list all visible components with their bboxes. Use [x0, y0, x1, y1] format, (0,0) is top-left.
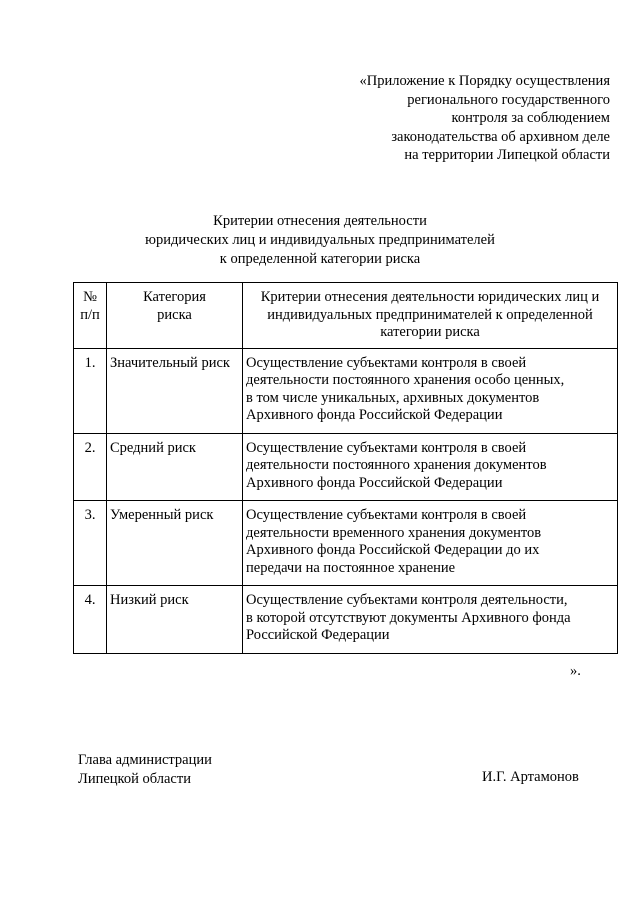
table-row: [74, 348, 618, 433]
table-row: [74, 501, 618, 586]
criteria-line: деятельности постоянного хранения особо ценных,: [246, 372, 565, 388]
criteria-line: Архивного фонда Российской Федерации до их: [246, 542, 540, 558]
row-criteria: [243, 586, 618, 654]
row-criteria: [243, 348, 618, 433]
row-number: 3.: [74, 501, 107, 586]
row-criteria: [243, 501, 618, 586]
row-category: Средний риск: [107, 433, 243, 501]
appendix-line: законодательства об архивном деле: [391, 128, 610, 145]
criteria-line: деятельности постоянного хранения документов: [246, 457, 547, 473]
criteria-line: в которой отсутствуют документы Архивного фонда: [246, 609, 571, 626]
appendix-line: регионального государственного: [407, 91, 610, 108]
header-criteria-line: категории риска: [380, 324, 480, 340]
document-title: [0, 212, 640, 269]
header-num-line: п/п: [80, 306, 100, 323]
signature-name: И.Г. Артамонов: [482, 769, 579, 785]
header-category-line: Категория: [143, 289, 206, 305]
appendix-line: «Приложение к Порядку осуществления: [359, 73, 610, 89]
header-category: [107, 283, 243, 349]
signature-role: [78, 751, 212, 788]
header-num: [74, 283, 107, 349]
appendix-note: [360, 72, 610, 165]
table-row: [74, 586, 618, 654]
header-criteria-line: Критерии отнесения деятельности юридических лиц и: [260, 289, 600, 305]
criteria-line: в том числе уникальных, архивных документов: [246, 389, 540, 406]
header-category-line: риска: [157, 306, 192, 323]
row-number: 2.: [74, 433, 107, 501]
title-line: к определенной категории риска: [219, 251, 421, 267]
criteria-line: Осуществление субъектами контроля деятельности,: [246, 592, 568, 608]
title-line: юридических лиц и индивидуальных предпринимателей: [145, 232, 495, 248]
risk-criteria-table: [73, 282, 618, 654]
criteria-line: Российской Федерации: [246, 627, 390, 643]
table-header-row: [74, 283, 618, 349]
criteria-line: Осуществление субъектами контроля в своей: [246, 507, 527, 523]
row-category: Значительный риск: [107, 348, 243, 433]
header-criteria-line: индивидуальных предпринимателей к определенной: [267, 306, 593, 323]
criteria-line: деятельности временного хранения документов: [246, 524, 542, 541]
criteria-line: передачи на постоянное хранение: [246, 559, 456, 576]
signature-role-line: Глава администрации: [78, 752, 212, 768]
title-line: Критерии отнесения деятельности: [213, 213, 427, 229]
closing-quote: ».: [570, 663, 581, 679]
criteria-line: Архивного фонда Российской Федерации: [246, 407, 503, 423]
row-number: 4.: [74, 586, 107, 654]
criteria-line: Архивного фонда Российской Федерации: [246, 474, 503, 491]
header-num-line: №: [83, 289, 97, 305]
appendix-line: контроля за соблюдением: [451, 110, 610, 126]
row-category: Низкий риск: [107, 586, 243, 654]
signature-role-line: Липецкой области: [78, 770, 191, 787]
row-number: 1.: [74, 348, 107, 433]
appendix-line: на территории Липецкой области: [404, 147, 610, 163]
header-criteria: [243, 283, 618, 349]
table-row: [74, 433, 618, 501]
row-category: Умеренный риск: [107, 501, 243, 586]
criteria-line: Осуществление субъектами контроля в своей: [246, 354, 527, 371]
row-criteria: [243, 433, 618, 501]
criteria-line: Осуществление субъектами контроля в своей: [246, 439, 527, 456]
